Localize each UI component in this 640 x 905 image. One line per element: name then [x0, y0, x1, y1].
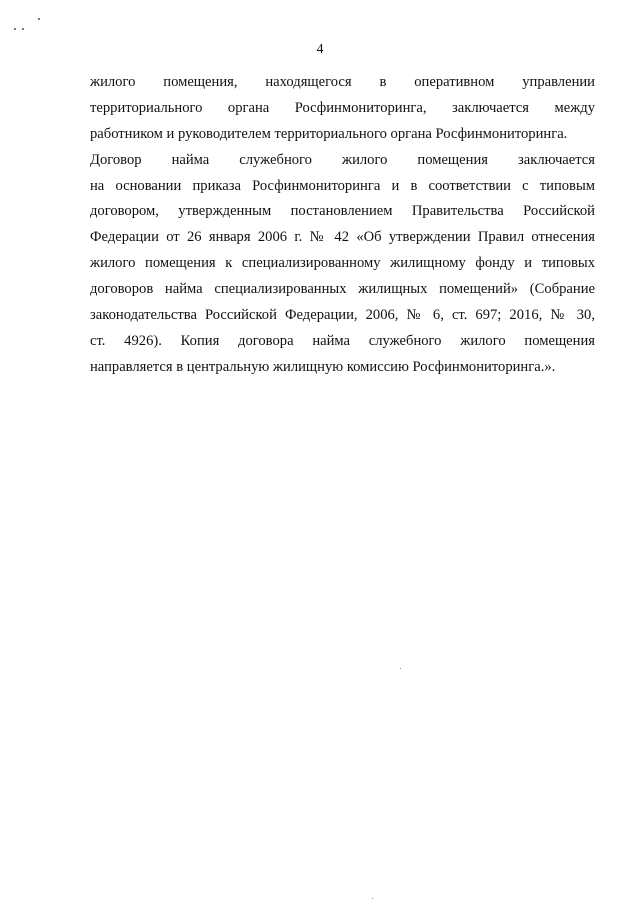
text-line: на основании приказа Росфинмониторинга и в соответствии с типовым	[90, 177, 595, 194]
text-line: законодательства Российской Федерации, 2006, № 6, ст. 697; 2016, № 30,	[90, 307, 595, 324]
body-paragraph	[90, 70, 595, 381]
scan-artifact	[14, 18, 54, 38]
page-number: 4	[316, 42, 324, 57]
text-line: работником и руководителем территориального органа Росфинмониторинга.	[90, 125, 568, 142]
text-line: ст. 4926). Копия договора найма служебного жилого помещения	[90, 332, 595, 349]
text-line: жилого помещения к специализированному жилищному фонду и типовых	[90, 255, 595, 272]
scan-speck	[372, 898, 373, 899]
text-line: территориального органа Росфинмониторинга, заключается между	[90, 99, 595, 116]
text-line: договоров найма специализированных жилищных помещений» (Собрание	[90, 281, 595, 298]
text-line: договором, утвержденным постановлением Правительства Российской	[90, 203, 595, 220]
text-line: жилого помещения, находящегося в оперативном управлении	[90, 74, 595, 90]
scan-speck	[400, 668, 401, 669]
text-line: Договор найма служебного жилого помещения заключается	[90, 151, 595, 168]
text-line: направляется в центральную жилищную комиссию Росфинмониторинга.».	[90, 358, 556, 375]
text-line: Федерации от 26 января 2006 г. № 42 «Об утверждении Правил отнесения	[90, 229, 595, 246]
